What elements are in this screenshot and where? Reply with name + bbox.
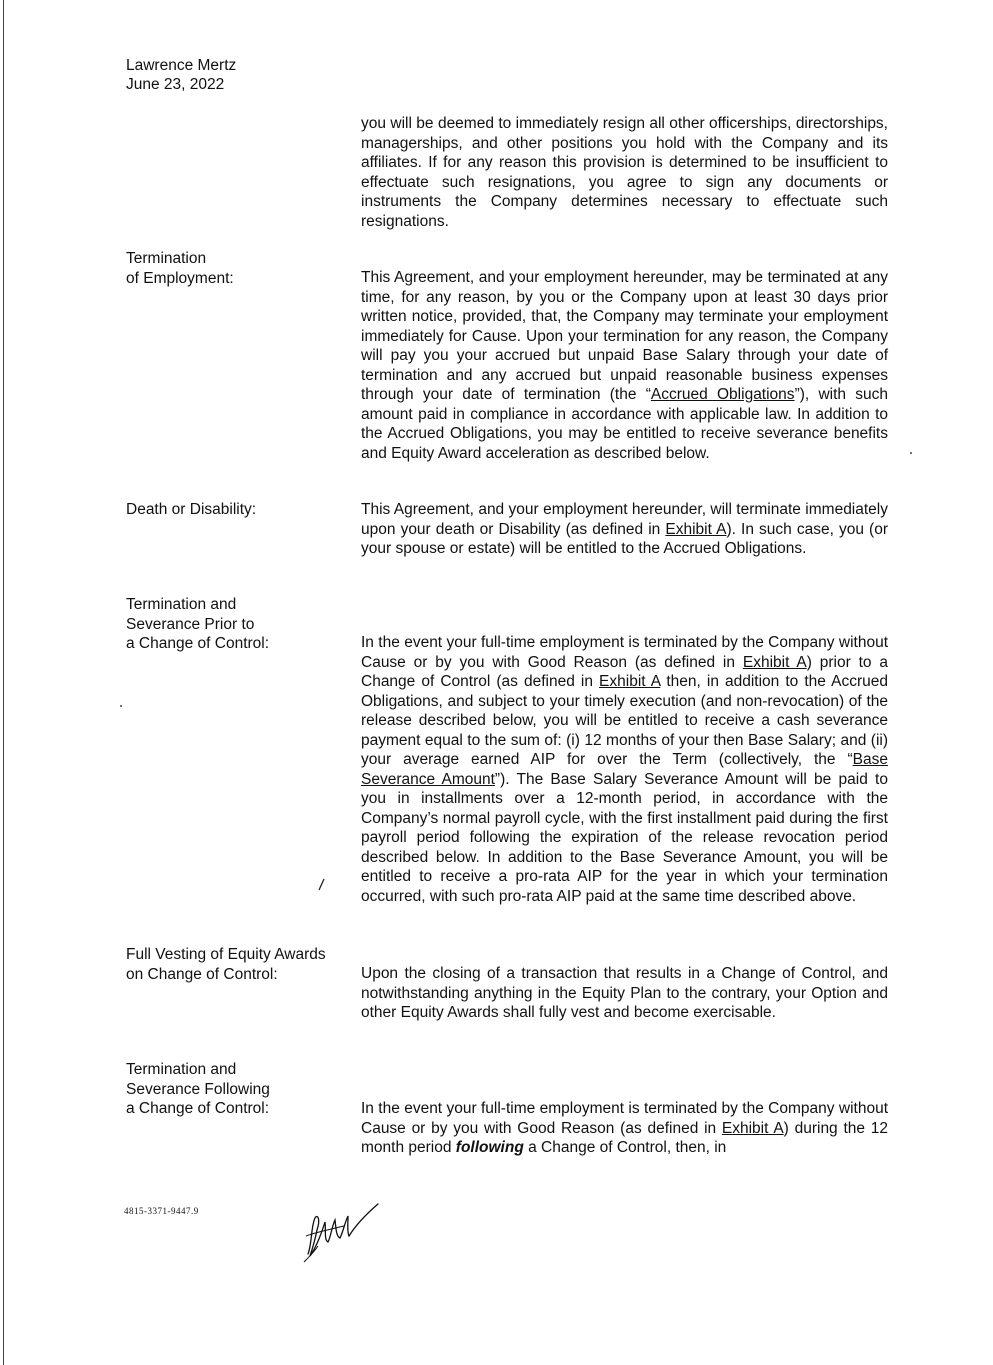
- severance-following-paragraph: In the event your full-time employment is terminated by the Company without Cause or by you with Good Reason (as defined in Exhibit A) during the 12 month period following a Change of Control, then, in: [361, 1100, 888, 1156]
- termination-of-employment-label: Termination of Employment:: [126, 250, 234, 287]
- scan-edge-line: [3, 0, 4, 1365]
- severance-prior-paragraph: In the event your full-time employment is terminated by the Company without Cause or by you with Good Reason (as defined in Exhibit A) prior to a Change of Control (as defined in Exhibit A then, in addition to the Accrued Obligations, and subject to your timely execution (and non-revocation) of the release described below, you will be entitled to receive a cash severance payment equal to the sum of: (i) 12 months of your then Base Salary; and (ii) your average earned AIP for over the Term (collectively, the “Base Severance Amount”). The Base Salary Severance Amount will be paid to you in installments over a 12-month period, in accordance with the Company’s normal payroll cycle, with the first installment paid during the first payroll period following the expiration of the release revocation period described below. In addition to the Base Severance Amount, you will be entitled to receive a pro-rata AIP for the year in which your termination occurred, with such pro-rata AIP paid at the same time described above.: [361, 634, 889, 905]
- following-emphasis: following: [455, 1139, 524, 1156]
- death-or-disability-paragraph: This Agreement, and your employment hereunder, will terminate immediately upon your death or Disability (as defined in Exhibit A). In such case, you (or your spouse or estate) will be entitled to the Accrued Obligations.: [361, 501, 888, 557]
- exhibit-a-reference: Exhibit A: [665, 520, 727, 538]
- full-vesting-paragraph: Upon the closing of a transaction that results in a Change of Control, and notwithstanding anything in the Equity Plan to the contrary, your Option and other Equity Awards shall fully vest and become exercisable.: [361, 965, 888, 1021]
- stray-dot-mark: [908, 450, 914, 456]
- base-severance-amount-term: Base Severance Amount: [361, 751, 888, 788]
- accrued-obligations-term: Accrued Obligations: [650, 386, 795, 403]
- exhibit-a-reference: Exhibit A: [599, 673, 661, 690]
- letter-date: June 23, 2022: [126, 76, 225, 93]
- severance-following-label: Termination and Severance Following a Change of Control:: [126, 1061, 270, 1117]
- exhibit-a-reference: Exhibit A: [721, 1119, 784, 1137]
- resignation-paragraph: you will be deemed to immediately resign all other officerships, directorships, managerships, and other positions you hold with the Company and its affiliates. If for any reason this provision is determined to be insufficient to effectuate such resignations, you agree to sign any documents or instruments the Company determines necessary to effectuate such resignations.: [361, 115, 888, 230]
- severance-prior-label: Termination and Severance Prior to a Change of Control:: [126, 596, 270, 652]
- death-or-disability-label: Death or Disability:: [126, 501, 257, 518]
- recipient-name: Lawrence Mertz: [126, 57, 237, 74]
- stray-pen-mark: [316, 876, 328, 892]
- stray-dot-mark: [118, 703, 124, 709]
- document-id: 4815-3371-9447.9: [124, 1206, 199, 1216]
- initials-signature: [298, 1196, 383, 1264]
- letter-header: [126, 56, 236, 94]
- termination-of-employment-paragraph: This Agreement, and your employment hereunder, may be terminated at any time, for any reason, by you or the Company upon at least 30 days prior written notice, provided, that, the Company may terminate your employment immediately for Cause. Upon your termination for any reason, the Company will pay you your accrued but unpaid Base Salary through your date of termination and any accrued but unpaid reasonable business expenses through your date of termination (the “Accrued Obligations”), with such amount paid in compliance in accordance with applicable law. In addition to the Accrued Obligations, you may be entitled to receive severance benefits and Equity Award acceleration as described below.: [361, 269, 889, 462]
- exhibit-a-reference: Exhibit A: [742, 653, 807, 671]
- full-vesting-label: Full Vesting of Equity Awards on Change of Control:: [126, 946, 326, 983]
